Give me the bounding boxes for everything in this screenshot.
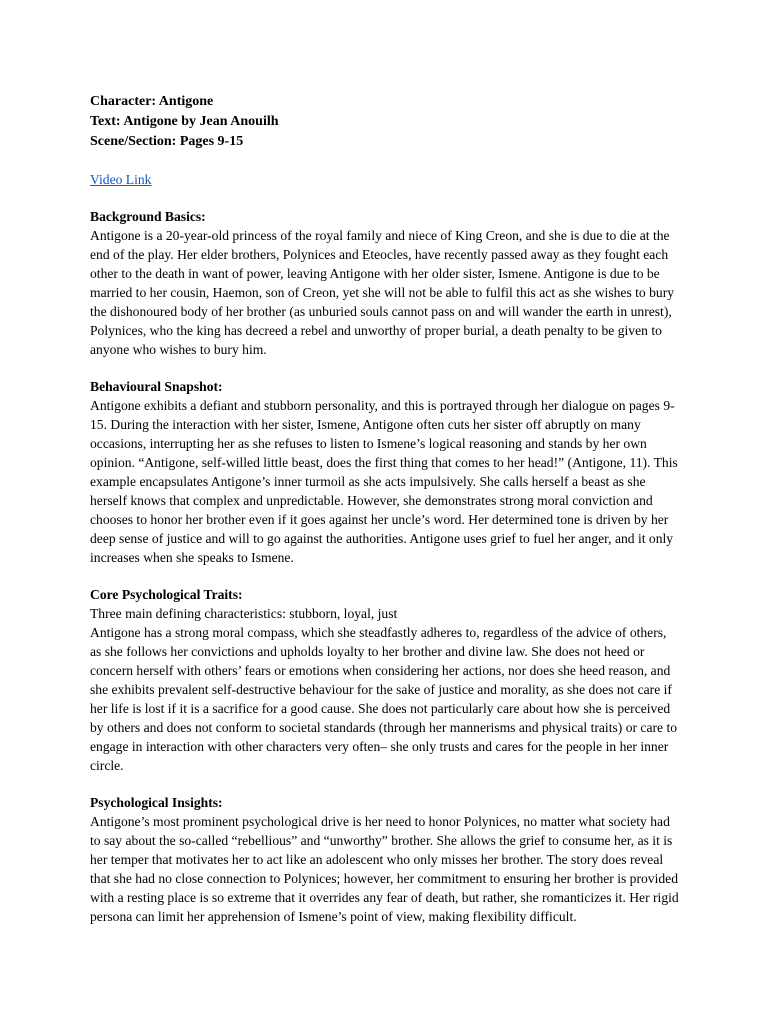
section-background-basics	[90, 207, 680, 359]
section-behavioural-snapshot	[90, 377, 680, 567]
section-body: Antigone is a 20-year-old princess of the royal family and niece of King Creon, and she is due to die at the end of the play. Her elder brothers, Polynices and Eteocles, have recently passed away as they fought each other to the death in want of power, leaving Antigone with her older sister, Ismene. Antigone is due to be married to her cousin, Haemon, son of Creon, yet she will not be able to fulfil this act as she wishes to bury the dishonoured body of her brother (as unburied souls cannot pass on and will wander the earth in unrest), Polynices, who the king has decreed a rebel and unworthy of proper burial, a death penalty to be given to anyone who wishes to bury him.	[90, 228, 675, 357]
section-psychological-insights	[90, 793, 680, 926]
section-subline: Three main defining characteristics: stubborn, loyal, just	[90, 606, 398, 621]
section-heading: Background Basics:	[90, 209, 206, 224]
document-header	[90, 92, 680, 152]
video-link[interactable]: Video Link	[90, 172, 152, 187]
section-heading: Behavioural Snapshot:	[90, 379, 223, 394]
section-heading: Psychological Insights:	[90, 795, 223, 810]
document-page	[90, 92, 680, 944]
section-core-traits	[90, 585, 680, 775]
section-body: Antigone has a strong moral compass, which she steadfastly adheres to, regardless of the advice of others, as she follows her convictions and upholds loyalty to her brother and divine law. She does not heed or concern herself with others’ fears or emotions when considering her actions, nor does she heed reason, and she exhibits prevalent self-destructive behaviour for the sake of justice and morality, as she does not care if her life is lost if it is a sacrifice for a good cause. She does not particularly care about how she is perceived by others and does not conform to societal standards (through her mannerisms and physical traits) or care to engage in interaction with other characters very often– she only trusts and cares for the people in her inner circle.	[90, 625, 678, 773]
section-body: Antigone exhibits a defiant and stubborn personality, and this is portrayed through her dialogue on pages 9-15. During the interaction with her sister, Ismene, Antigone often cuts her sister off abruptly on many occasions, interrupting her as she refuses to listen to Ismene’s logical reasoning and stands by her own opinion. “Antigone, self-willed little beast, does the first thing that comes to her head!” (Antigone, 11). This example encapsulates Antigone’s inner turmoil as she acts impulsively. She calls herself a beast as she herself knows that complex and unpredictable. However, she demonstrates strong moral conviction and chooses to honor her brother even if it goes against her uncle’s word. Her determined tone is driven by her deep sense of justice and will to go against the authorities. Antigone uses grief to fuel her anger, and it only increases when she speaks to Ismene.	[90, 398, 678, 565]
section-heading: Core Psychological Traits:	[90, 587, 243, 602]
character-label: Character: Antigone	[90, 94, 214, 109]
section-body: Antigone’s most prominent psychological drive is her need to honor Polynices, no matter what society had to say about the so-called “rebellious” and “unworthy” brother. She allows the grief to consume her, as it is her temper that motivates her to act like an adolescent who only misses her brother. The story does reveal that she had no close connection to Polynices; however, her commitment to ensuring her brother is provided with a resting place is so extreme that it overrides any fear of death, but rather, she romanticizes it. Her rigid persona can limit her apprehension of Ismene’s point of view, making flexibility difficult.	[90, 814, 679, 924]
text-label: Text: Antigone by Jean Anouilh	[90, 114, 279, 129]
scene-label: Scene/Section: Pages 9-15	[90, 134, 244, 149]
